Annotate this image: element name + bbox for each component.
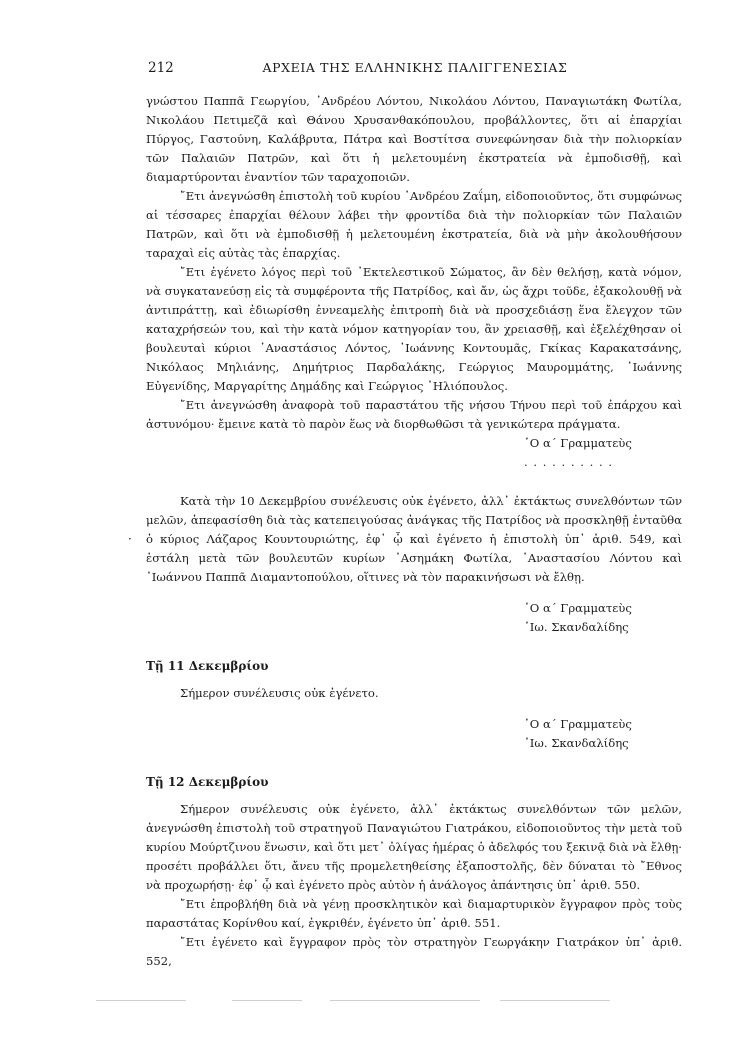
paragraph-executive-committee: ῎Ετι ἐγένετο λόγος περὶ τοῦ ᾿Εκτελεστικοῦ Σώματος, ἂν δὲν θελήσῃ, κατὰ νόμον, νὰ συγκατανεύσῃ εἰς τὰ συμφέροντα τῆς Πατρίδος, καὶ ἄν, ὡς ἄχρι τοῦδε, ἐξακολουθῇ νὰ ἀντιπράττῃ, καὶ ἐδιωρίσθη ἐννεαμελὴς ἐπιτροπὴ διὰ νὰ προσχεδιάσῃ ἕνα ἔλεγχον τῶν καταχρήσεών του, καὶ τὴν κατὰ νόμον κατηγορίαν του, ἂν χρειασθῇ, καὶ ἐξελέχθησαν οἱ βουλευταὶ κύριοι ᾿Αναστάσιος Λόντος, ᾿Ιωάννης Κοντουμᾶς, Γκίκας Καρακατσάνης, Νικόλαος Μηλιάνης, Δημήτριος Παρδαλάκης, Γεώργιος Μαυρομμάτης, ᾿Ιωάννης Εὐγενίδης, Μαργαρίτης Δημάδης καὶ Γεώργιος ᾿Ηλιόπουλος.	[146, 265, 682, 393]
paragraph-continuation: γνώστου Παππᾶ Γεωργίου, ᾿Ανδρέου Λόντου, Νικολάου Λόντου, Παναγιωτάκη Φωτίλα, Νικολάου Πετιμεζᾶ καὶ Θάνου Χρυσανθακόπουλου, προβάλλοντες, ὅτι αἱ ἐπαρχίαι Πύργος, Γαστούνη, Καλάβρυτα, Πάτρα καὶ Βοστίτσα συνεφώνησαν διὰ τὴν πολιορκίαν τῶν Παλαιῶν Πατρῶν, καὶ ὅτι ἡ μελετουμένη ἐκστρατεία νὰ ἐμποδισθῇ, καὶ διαμαρτύρονται ἐναντίον τῶν ταραχοποιῶν.	[146, 94, 682, 184]
signature-name: ᾿Ιω. Σκανδαλίδης	[524, 620, 629, 634]
page-number: 212	[148, 60, 174, 76]
signature-name: ᾿Ιω. Σκανδαλίδης	[524, 736, 629, 750]
signature-title: ῾Ο α΄ Γραμματεὺς	[524, 717, 632, 731]
body-text	[146, 92, 682, 971]
section-heading-december-11: Τῇ 11 Δεκεμβρίου	[146, 659, 269, 673]
footer-rule	[500, 1000, 610, 1001]
paragraph-tinos-report: ῎Ετι ἀνεγνώσθη ἀναφορὰ τοῦ παραστάτου τῆς νήσου Τήνου περὶ τοῦ ἐπάρχου καὶ ἀστυνόμου· ἔμεινε κατὰ τὸ παρὸν ἕως νὰ διορθωθῶσι τὰ γενικώτερα πράγματα.	[146, 398, 682, 431]
paragraph-corinth-document: ῎Ετι ἐπροβλήθη διὰ νὰ γένῃ προσκλητικὸν καὶ διαμαρτυρικὸν ἔγγραφον πρὸς τοὺς παραστάτας Κορίνθου καί, ἐγκριθέν, ἐγένετο ὑπ᾿ ἀριθ. 551.	[146, 897, 682, 930]
running-title: ΑΡΧΕΙΑ ΤΗΣ ΕΛΛΗΝΙΚΗΣ ΠΑΛΙΓΓΕΝΕΣΙΑΣ	[262, 60, 568, 75]
section-heading-december-12: Τῇ 12 Δεκεμβρίου	[146, 775, 269, 789]
paragraph-december-11: Σήμερον συνέλευσις οὐκ ἐγένετο.	[180, 686, 379, 700]
signature-title: ῾Ο α΄ Γραμματεὺς	[524, 601, 632, 615]
paragraph-zaimis-letter: ῎Ετι ἀνεγνώσθη ἐπιστολὴ τοῦ κυρίου ᾿Ανδρέου Ζαΐμη, εἰδοποιοῦντος, ὅτι συμφώνως αἱ τέσσαρες ἐπαρχίαι θέλουν λάβει τὴν φροντίδα διὰ τὴν πολιορκίαν τῶν Παλαιῶν Πατρῶν, καὶ ὅτι νὰ ἐμποδισθῇ ἡ μελετουμένη ἐκστρατεία, διὰ νὰ μὴν ἀκολουθήσουν ταραχαὶ εἰς αὐτὰς τὰς ἐπαρχίας.	[146, 189, 682, 260]
paragraph-december-10: Κατὰ τὴν 10 Δεκεμβρίου συνέλευσις οὐκ ἐγένετο, ἀλλ᾿ ἐκτάκτως συνελθόντων τῶν μελῶν, ἀπεφασίσθη διὰ τὰς κατεπειγούσας ἀνάγκας τῆς Πατρίδος νὰ προσκληθῇ ἐνταῦθα ὁ κύριος Λάζαρος Κουντουριώτης, ἐφ᾿ ᾧ καὶ ἐγένετο ἡ ἐπιστολὴ ὑπ᾿ ἀριθ. 549, καὶ ἐστάλη μετὰ τῶν βουλευτῶν κυρίων ᾿Ασημάκη Φωτίλα, ᾿Αναστασίου Λόντου καὶ ᾿Ιωάννου Παππᾶ Διαμαντοπούλου, οἵτινες νὰ τὸν παρακινήσωσι νὰ ἔλθῃ.	[146, 494, 682, 584]
paragraph-giatrakos-document: ῎Ετι ἐγένετο καὶ ἔγγραφον πρὸς τὸν στρατηγὸν Γεωργάκην Γιατράκον ὑπ᾿ ἀριθ. 552,	[146, 935, 682, 968]
running-header	[148, 60, 682, 80]
margin-mark: ·	[128, 532, 132, 546]
footer-rule	[330, 1000, 480, 1001]
omission-dots: . . . . . . . . . .	[524, 455, 614, 469]
footer-rule	[232, 1000, 302, 1001]
signature-title: ῾Ο α΄ Γραμματεὺς	[524, 436, 632, 450]
footer-rule	[96, 1000, 186, 1001]
paragraph-december-12: Σήμερον συνέλευσις οὐκ ἐγένετο, ἀλλ᾿ ἐκτάκτως συνελθόντων τῶν μελῶν, ἀνεγνώσθη ἐπιστολὴ τοῦ στρατηγοῦ Παναγιώτου Γιατράκου, εἰδοποιοῦντος τὴν μετὰ τοῦ κυρίου Μούρτζινου ἕνωσιν, καὶ ὅτι μετ᾿ ὀλίγας ἡμέρας ὁ ἀδελφός του ξεκινᾷ διὰ νὰ ἔλθῃ· προσέτι προβάλλει ὅτι, ἄνευ τῆς προμελετηθείσης ἐξαποστολῆς, δὲν δύναται τὸ ῎Εθνος νὰ προχωρήσῃ· ἐφ᾿ ᾧ καὶ ἐγένετο πρὸς αὐτὸν ἡ ἀνάλογος ἀπάντησις ὑπ᾿ ἀριθ. 550.	[146, 802, 682, 892]
